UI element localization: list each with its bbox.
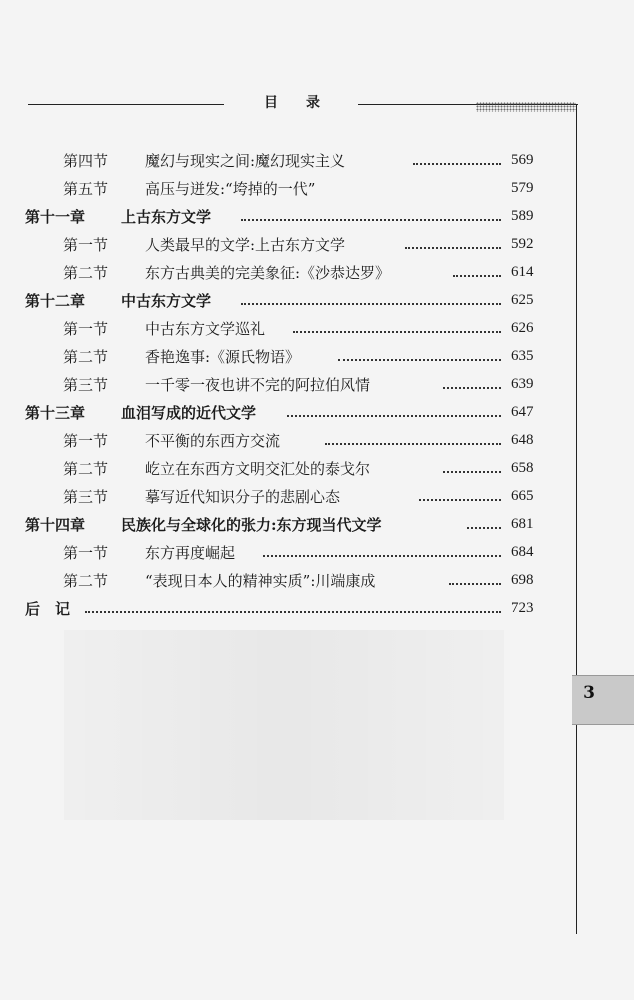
page-title: 目 录 — [264, 95, 320, 111]
section-title: 屹立在东西方文明交汇处的泰戈尔 — [145, 459, 371, 478]
section-label: 第二节 — [63, 347, 109, 366]
toc-row-section — [63, 540, 534, 564]
toc-row-chapter — [25, 400, 534, 424]
toc-row-section — [63, 176, 534, 200]
toc-row-postscript — [25, 596, 534, 620]
section-title: 东方古典美的完美象征:《沙恭达罗》 — [145, 263, 391, 282]
toc-row-section — [63, 260, 534, 284]
leader-dots — [325, 443, 501, 445]
section-title: 魔幻与现实之间:魔幻现实主义 — [145, 151, 346, 170]
page-ref: 647 — [511, 403, 534, 420]
leader-dots — [405, 247, 501, 249]
section-title: 东方再度崛起 — [145, 543, 236, 562]
page-ref: 626 — [511, 319, 534, 336]
leader-dots — [241, 303, 501, 305]
section-label: 第二节 — [63, 459, 109, 478]
page-ref: 665 — [511, 487, 534, 504]
page-ref: 698 — [511, 571, 534, 588]
page-ref: 648 — [511, 431, 534, 448]
chapter-title: 血泪写成的近代文学 — [121, 403, 257, 422]
section-label: 第二节 — [63, 571, 109, 590]
leader-dots — [287, 415, 501, 417]
page-ref: 569 — [511, 151, 534, 168]
toc-row-section — [63, 372, 534, 396]
section-title: 高压与迸发:“垮掉的一代” — [145, 179, 316, 198]
toc-row-section — [63, 232, 534, 256]
toc-row-chapter — [25, 512, 534, 536]
page-ref: 639 — [511, 375, 534, 392]
section-title: 香艳逸事:《源氏物语》 — [145, 347, 301, 366]
chapter-label: 第十一章 — [25, 207, 86, 226]
toc-row-section — [63, 428, 534, 452]
section-label: 第四节 — [63, 151, 109, 170]
leader-dots — [241, 219, 501, 221]
page-number: 3 — [583, 683, 595, 703]
page-ref: 723 — [511, 599, 534, 616]
section-label: 第二节 — [63, 263, 109, 282]
toc-row-section — [63, 484, 534, 508]
section-title: 摹写近代知识分子的悲剧心态 — [145, 487, 341, 506]
chapter-label: 第十四章 — [25, 515, 86, 534]
toc-row-section — [63, 568, 534, 592]
leader-dots — [338, 359, 501, 361]
leader-dots — [467, 527, 501, 529]
section-title: 一千零一夜也讲不完的阿拉伯风情 — [145, 375, 371, 394]
leader-dots — [293, 331, 501, 333]
toc-row-chapter — [25, 204, 534, 228]
leader-dots — [263, 555, 501, 557]
toc-row-section — [63, 148, 534, 172]
leader-dots — [453, 275, 501, 277]
toc-row-section — [63, 316, 534, 340]
page-ref: 681 — [511, 515, 534, 532]
chapter-label: 第十二章 — [25, 291, 86, 310]
page-ref: 579 — [511, 179, 534, 196]
toc-row-section — [63, 456, 534, 480]
section-title: 不平衡的东西方交流 — [145, 431, 281, 450]
section-title: 人类最早的文学:上古东方文学 — [145, 235, 346, 254]
postscript-label: 后 记 — [25, 599, 71, 618]
page-ref: 658 — [511, 459, 534, 476]
chapter-label: 第十三章 — [25, 403, 86, 422]
toc-row-chapter — [25, 288, 534, 312]
toc-row-section — [63, 344, 534, 368]
page-ref: 589 — [511, 207, 534, 224]
chapter-title: 上古东方文学 — [121, 207, 212, 226]
section-label: 第三节 — [63, 375, 109, 394]
page-ref: 625 — [511, 291, 534, 308]
page-ref: 684 — [511, 543, 534, 560]
section-label: 第一节 — [63, 543, 109, 562]
leader-dots — [449, 583, 501, 585]
section-title: “表现日本人的精神实质”:川端康成 — [145, 571, 376, 590]
page-ref: 592 — [511, 235, 534, 252]
chapter-title: 中古东方文学 — [121, 291, 212, 310]
section-label: 第一节 — [63, 431, 109, 450]
section-label: 第一节 — [63, 235, 109, 254]
leader-dots — [419, 499, 501, 501]
section-label: 第五节 — [63, 179, 109, 198]
page-ref: 614 — [511, 263, 534, 280]
section-label: 第一节 — [63, 319, 109, 338]
leader-dots — [443, 387, 501, 389]
leader-dots — [85, 611, 501, 613]
leader-dots — [413, 163, 501, 165]
section-title: 中古东方文学巡礼 — [145, 319, 266, 338]
section-label: 第三节 — [63, 487, 109, 506]
page-ref: 635 — [511, 347, 534, 364]
leader-dots — [443, 471, 501, 473]
chapter-title: 民族化与全球化的张力:东方现当代文学 — [121, 515, 382, 534]
